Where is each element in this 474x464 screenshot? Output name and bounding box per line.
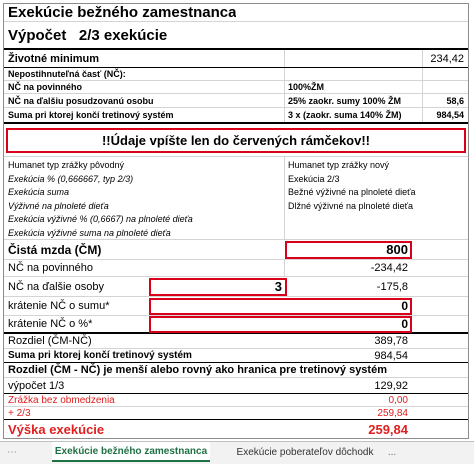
subtitle-row [4, 22, 468, 50]
rozdiel-value: 389,78 [374, 335, 408, 347]
nc-pov-calc-label: NČ na povinného [8, 262, 94, 274]
kratenie-pct-input[interactable]: 0 [401, 317, 408, 331]
sheet-subtitle: Výpočet 2/3 exekúcie [8, 26, 168, 44]
nc-pov-rule: 100%ŽM [288, 82, 325, 92]
zrazka-row [4, 394, 468, 407]
zm-label: Životné minimum [8, 52, 100, 65]
title-row [4, 4, 468, 22]
info-block [4, 156, 468, 240]
condition-label: Rozdiel (ČM - NČ) je menší alebo rovný ako hranica pre tretinový systém [8, 364, 387, 376]
tab-scroll-left-icon[interactable]: ⋯ [7, 446, 17, 458]
info-left-item: Humanet typ zrážky pôvodný [8, 160, 125, 170]
info-left-list [8, 159, 193, 240]
nc-dalsie-count-input[interactable]: 3 [274, 279, 282, 294]
vypocet-label: výpočet 1/3 [8, 379, 65, 392]
info-right-item: Dlžné výživné na plnoleté dieťa [288, 200, 413, 211]
plus-label: + 2/3 [8, 407, 31, 419]
plus-value: 259,84 [377, 407, 408, 419]
treti-calc-label: Suma pri ktorej končí tretinový systém [8, 350, 192, 361]
vypocet-value: 129,92 [374, 379, 408, 392]
treti-top-value[interactable]: 984,54 [436, 110, 464, 120]
nc-pov-label: NČ na povinného [8, 82, 82, 92]
nc-header-label: Nepostihnuteľná časť (NČ): [8, 69, 126, 79]
sheet-title: Exekúcie bežného zamestnanca [8, 4, 237, 21]
info-left-item: Exekúcia výživné % (0,6667) na plnoleté dieťa [8, 214, 193, 224]
rozdiel-row [4, 334, 468, 349]
kratenie-suma-input[interactable]: 0 [401, 299, 408, 313]
info-left-item: Exekúcia % (0,666667, typ 2/3) [8, 173, 134, 184]
nc-dalsie-label: NČ na ďalšie osoby [8, 280, 105, 293]
info-right-item: Bežné výživné na plnoleté dieťa [288, 187, 416, 197]
info-left-item: Exekúcia výživné suma na plnoleté dieťa [8, 227, 171, 238]
treti-top-row[interactable] [4, 108, 468, 124]
treti-calc-row [4, 349, 468, 363]
nc-dalsi-label: NČ na ďalšiu posudzovanú osobu [8, 95, 154, 106]
nc-header-row [4, 68, 468, 81]
cista-input[interactable]: 800 [386, 242, 408, 257]
treti-top-rule: 3 x (zaokr. suma 140% ŽM) [288, 110, 402, 120]
warning-banner-text: !!Údaje vpíšte len do červených rámčekov!! [101, 133, 371, 148]
tab-more-icon[interactable]: ... [387, 446, 397, 458]
warning-banner [6, 128, 466, 153]
spreadsheet-grid [3, 3, 469, 439]
nc-dalsie-value: -175,8 [376, 280, 408, 293]
kratenie-suma-row[interactable] [4, 297, 468, 316]
nc-dalsi-rule: 25% zaokr. sumy 100% ŽM [288, 95, 402, 106]
nc-pov-calc-row[interactable] [4, 260, 468, 277]
zrazka-value: 0,00 [388, 394, 408, 406]
treti-calc-value: 984,54 [374, 349, 408, 362]
treti-top-label: Suma pri ktorej končí tretinový systém [8, 110, 174, 120]
cista-label: Čistá mzda (ČM) [8, 242, 102, 257]
tab-exekucie-poberatelov[interactable]: Exekúcie poberateľov dôchodk [236, 446, 374, 458]
nc-dalsie-row[interactable] [4, 277, 468, 297]
info-right-item: Exekúcia 2/3 [288, 173, 340, 184]
info-right-item: Humanet typ zrážky nový [288, 160, 390, 170]
sheet-tab-bar [0, 441, 474, 464]
nc-pov-row[interactable] [4, 81, 468, 94]
info-left-item: Výživné na plnoleté dieťa [8, 200, 109, 211]
nc-dalsi-value[interactable]: 58,6 [446, 95, 464, 106]
nc-pov-calc-value: -234,42 [370, 262, 408, 274]
kratenie-pct-row[interactable] [4, 316, 468, 334]
vyska-label: Výška exekúcie [8, 422, 105, 437]
vypocet-row [4, 378, 468, 394]
zrazka-label: Zrážka bez obmedzenia [8, 394, 115, 406]
nc-dalsi-row[interactable] [4, 94, 468, 108]
plus-row [4, 407, 468, 420]
condition-row [4, 363, 468, 378]
cista-row[interactable] [4, 240, 468, 260]
zm-row[interactable] [4, 50, 468, 68]
vyska-row [4, 420, 468, 439]
info-right-list [288, 159, 415, 213]
banner-row [4, 124, 468, 156]
vyska-value: 259,84 [368, 422, 408, 437]
kratenie-suma-label: krátenie NČ o sumu* [8, 300, 110, 312]
kratenie-pct-label: krátenie NČ o %* [8, 318, 93, 330]
zm-value[interactable]: 234,42 [430, 52, 464, 65]
rozdiel-label: Rozdiel (ČM-NČ) [8, 335, 92, 347]
tab-exekucie-bezneho[interactable]: Exekúcie bežného zamestnanca [52, 442, 210, 462]
info-left-item: Exekúcia suma [8, 187, 70, 197]
